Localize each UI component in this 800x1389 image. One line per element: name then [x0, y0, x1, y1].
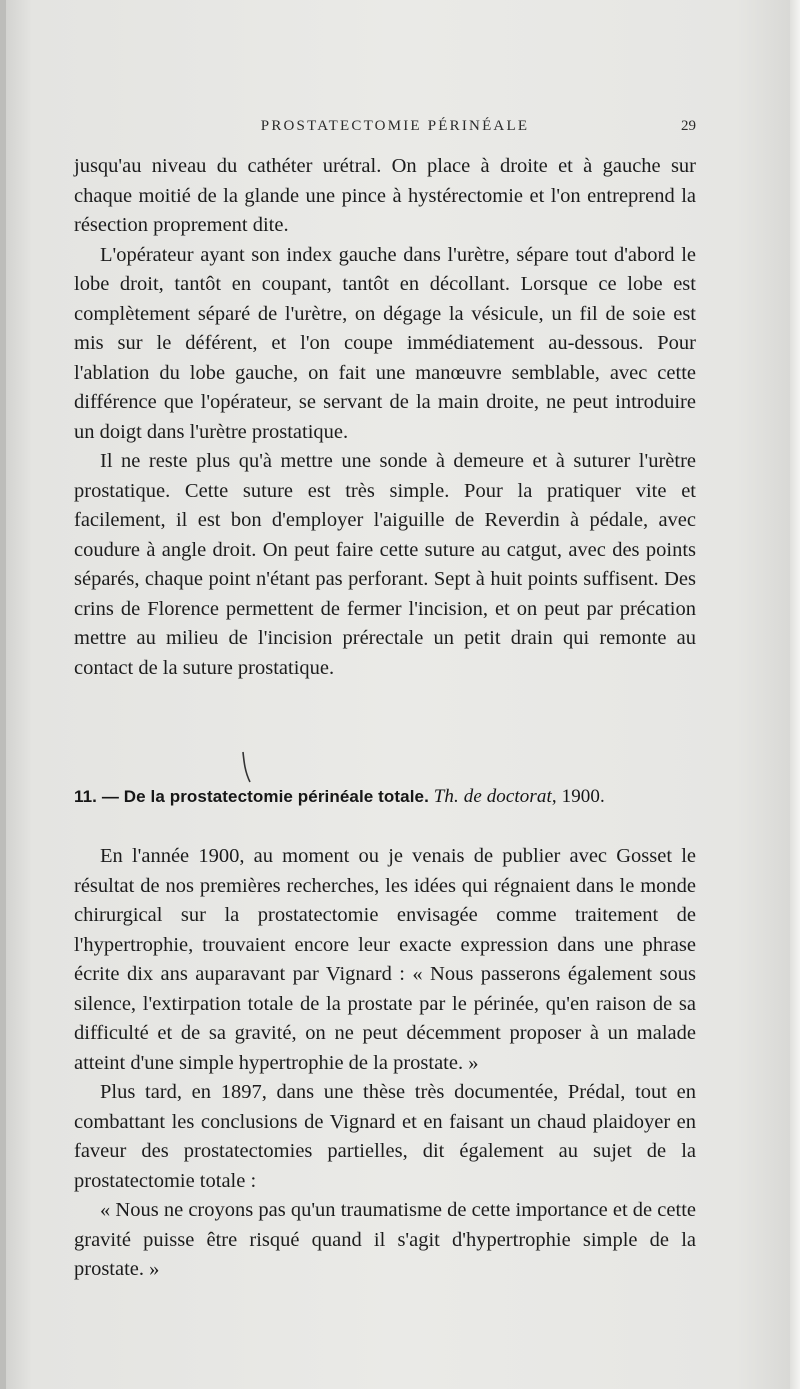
section-heading [74, 786, 696, 808]
paragraph-predal: Plus tard, en 1897, dans une thèse très documentée, Prédal, tout en combattant les conclusions de Vignard et en faisant un chaud plaidoyer en faveur des prostatectomies partielles, dit également au sujet de la prostatectomie totale : [74, 1081, 696, 1192]
section-year: , 1900. [551, 786, 605, 807]
section-reference: Th. de doctorat [433, 786, 552, 807]
section-number: 11. — [74, 787, 124, 806]
page-right-edge [790, 0, 800, 1389]
body-text-bottom [74, 842, 696, 1285]
paragraph-continuation: jusqu'au niveau du cathéter urétral. On place à droite et à gauche sur chaque moitié de la glande une pince à hystérectomie et l'on entreprend la résection proprement dite. [74, 155, 696, 236]
running-head [74, 118, 696, 140]
running-head-title: PROSTATECTOMIE PÉRINÉALE [260, 118, 530, 134]
page-number: 29 [681, 118, 696, 134]
body-text-top [74, 152, 696, 683]
page-left-edge [0, 0, 6, 1389]
paragraph-operator: L'opérateur ayant son index gauche dans l'urètre, sépare tout d'abord le lobe droit, tantôt en coupant, tantôt en décollant. Lorsque ce lobe est complètement séparé de l'urètre, on dégage la vésicule, un fil de soie est mis sur le déférent, et l'on coupe immédiatement au-dessous. Pour l'ablation du lobe gauche, on fait une manœuvre semblable, avec cette différence que l'opérateur, se servant de la main droite, ne peut introduire un doigt dans l'urètre prostatique. [74, 243, 696, 443]
paragraph-suture: Il ne reste plus qu'à mettre une sonde à demeure et à suturer l'urètre prostatique. Cette suture est très simple. Pour la pratiquer vite et facilement, il est bon d'employer l'aiguille de Reverdin à pédale, avec coudure à angle droit. On peut faire cette suture au catgut, avec des points séparés, chaque point n'étant pas perforant. Sept à huit points suffisent. Des crins de Florence permettent de fermer l'incision, et on peut par précation mettre au milieu de l'incision prérectale un petit drain qui remonte au contact de la suture prostatique. [74, 450, 696, 679]
paragraph-quote: « Nous ne croyons pas qu'un traumatisme de cette importance et de cette gravité puisse être risqué quand il s'agit d'hypertrophie simple de la prostate. » [74, 1199, 696, 1280]
ink-mark [240, 750, 254, 784]
section-title: De la prostatectomie périnéale totale. [123, 787, 434, 806]
paragraph-1900: En l'année 1900, au moment ou je venais de publier avec Gosset le résultat de nos premières recherches, les idées qui régnaient dans le monde chirurgical sur la prostatectomie envisagée comme traitement de l'hypertrophie, trouvaient encore leur exacte expression dans une phrase écrite dix ans auparavant par Vignard : « Nous passerons également sous silence, l'extirpation totale de la prostate par le périnée, qu'en raison de sa difficulté et de sa gravité, on ne peut décemment proposer à un malade atteint d'une simple hypertrophie de la prostate. » [74, 845, 696, 1074]
